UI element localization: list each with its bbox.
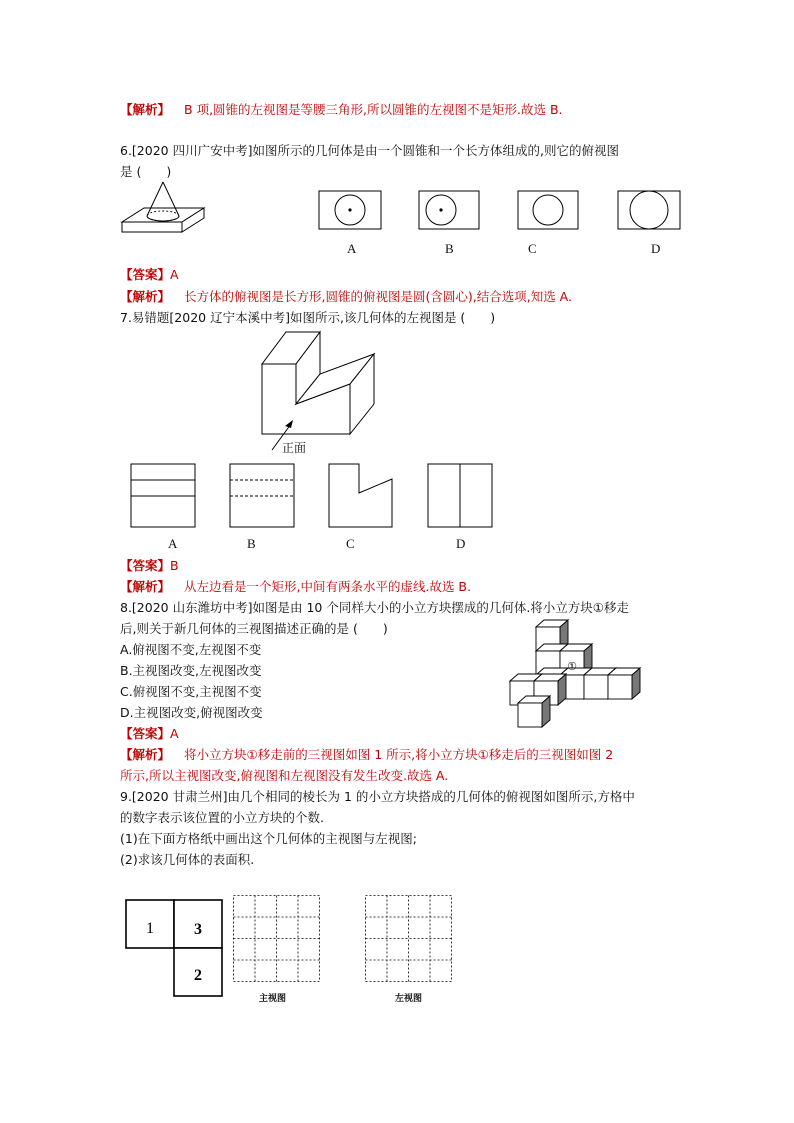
q6-answer	[120, 265, 179, 283]
stacked-cubes-figure	[505, 620, 640, 728]
q8-choice-a: A.俯视图不变,左视图不变	[120, 642, 262, 657]
analysis-tag: 【解析】	[120, 102, 171, 117]
q7-option-c-label: C	[346, 536, 355, 551]
q7-option-a-label: A	[168, 536, 178, 551]
answer-tag: 【答案】	[120, 558, 171, 573]
q7-option-a-view	[130, 463, 196, 529]
q6-option-d-view	[617, 190, 681, 230]
front-direction-label: 正面	[282, 441, 307, 455]
q7-option-b-view	[229, 463, 295, 529]
q7-stem: 7.易错题[2020 辽宁本溪中考]如图所示,该几何体的左视图是 ( )	[120, 310, 496, 325]
q9-sub2: (2)求该几何体的表面积.	[120, 852, 255, 867]
analysis-tag: 【解析】	[120, 747, 171, 762]
q6-option-b-view	[418, 190, 480, 230]
q8-choice-b: B.主视图改变,左视图改变	[120, 663, 262, 678]
q8-stem-line1: 8.[2020 山东潍坊中考]如图是由 10 个同样大小的小立方块摆成的几何体.将小立方块①移走	[120, 600, 629, 615]
q8-analysis-line1	[120, 745, 613, 763]
q8-stem-line2: 后,则关于新几何体的三视图描述正确的是 ( )	[120, 621, 388, 636]
q6-analysis	[120, 287, 572, 305]
q6-option-a-label: A	[347, 241, 357, 256]
left-view-label: 左视图	[395, 994, 423, 1004]
analysis-tag: 【解析】	[120, 289, 171, 304]
q8-answer	[120, 724, 179, 742]
answer-value: A	[170, 726, 179, 741]
q6-option-b-label: B	[445, 241, 454, 256]
grid-number-2: 2	[194, 967, 202, 984]
analysis-text: B 项,圆锥的左视图是等腰三角形,所以圆锥的左视图不是矩形.故选 B.	[184, 102, 563, 117]
cube-1-marker: ①	[567, 661, 577, 673]
grid-number-1: 1	[146, 920, 154, 937]
q6-option-c-view	[517, 190, 579, 230]
q6-option-c-label: C	[528, 241, 537, 256]
top-view-number-grid	[125, 899, 225, 999]
front-view-drawing-grid	[233, 895, 323, 985]
q5-analysis	[120, 100, 563, 118]
answer-value: A	[170, 267, 179, 282]
answer-tag: 【答案】	[120, 267, 171, 282]
analysis-tag: 【解析】	[120, 579, 171, 594]
grid-number-3: 3	[194, 921, 202, 938]
q7-option-d-view	[427, 463, 493, 529]
q7-option-b-label: B	[247, 536, 256, 551]
answer-tag: 【答案】	[120, 726, 171, 741]
q9-sub1: (1)在下面方格纸中画出这个几何体的主视图与左视图;	[120, 831, 417, 846]
q8-analysis-line2: 所示,所以主视图改变,俯视图和左视图没有发生改变.故选 A.	[120, 768, 449, 783]
cone-cuboid-figure	[118, 182, 218, 258]
q8-choice-d: D.主视图改变,俯视图改变	[120, 705, 263, 720]
q6-option-d-label: D	[651, 241, 661, 256]
q9-stem-line1: 9.[2020 甘肃兰州]由几个相同的棱长为 1 的小立方块搭成的几何体的俯视图如图所示,方格中	[120, 789, 635, 804]
notched-solid-figure	[260, 330, 400, 456]
analysis-text: 长方体的俯视图是长方形,圆锥的俯视图是圆(含圆心),结合选项,知选 A.	[184, 289, 572, 304]
q7-option-d-label: D	[456, 536, 466, 551]
q6-stem-line2: 是 ( )	[120, 164, 172, 179]
q9-stem-line2: 的数字表示该位置的小立方块的个数.	[120, 810, 324, 825]
front-view-label: 主视图	[259, 994, 287, 1004]
q7-answer	[120, 556, 179, 574]
q8-choice-c: C.俯视图不变,主视图不变	[120, 684, 262, 699]
q6-option-a-view	[318, 190, 382, 230]
left-view-drawing-grid	[365, 895, 455, 985]
q6-stem-line1: 6.[2020 四川广安中考]如图所示的几何体是由一个圆锥和一个长方体组成的,则它的俯视图	[120, 143, 619, 158]
answer-value: B	[170, 558, 179, 573]
analysis-text: 从左边看是一个矩形,中间有两条水平的虚线.故选 B.	[184, 579, 471, 594]
q7-analysis	[120, 577, 471, 595]
q7-option-c-view	[328, 463, 394, 529]
analysis-text: 将小立方块①移走前的三视图如图 1 所示,将小立方块①移走后的三视图如图 2	[184, 747, 614, 762]
